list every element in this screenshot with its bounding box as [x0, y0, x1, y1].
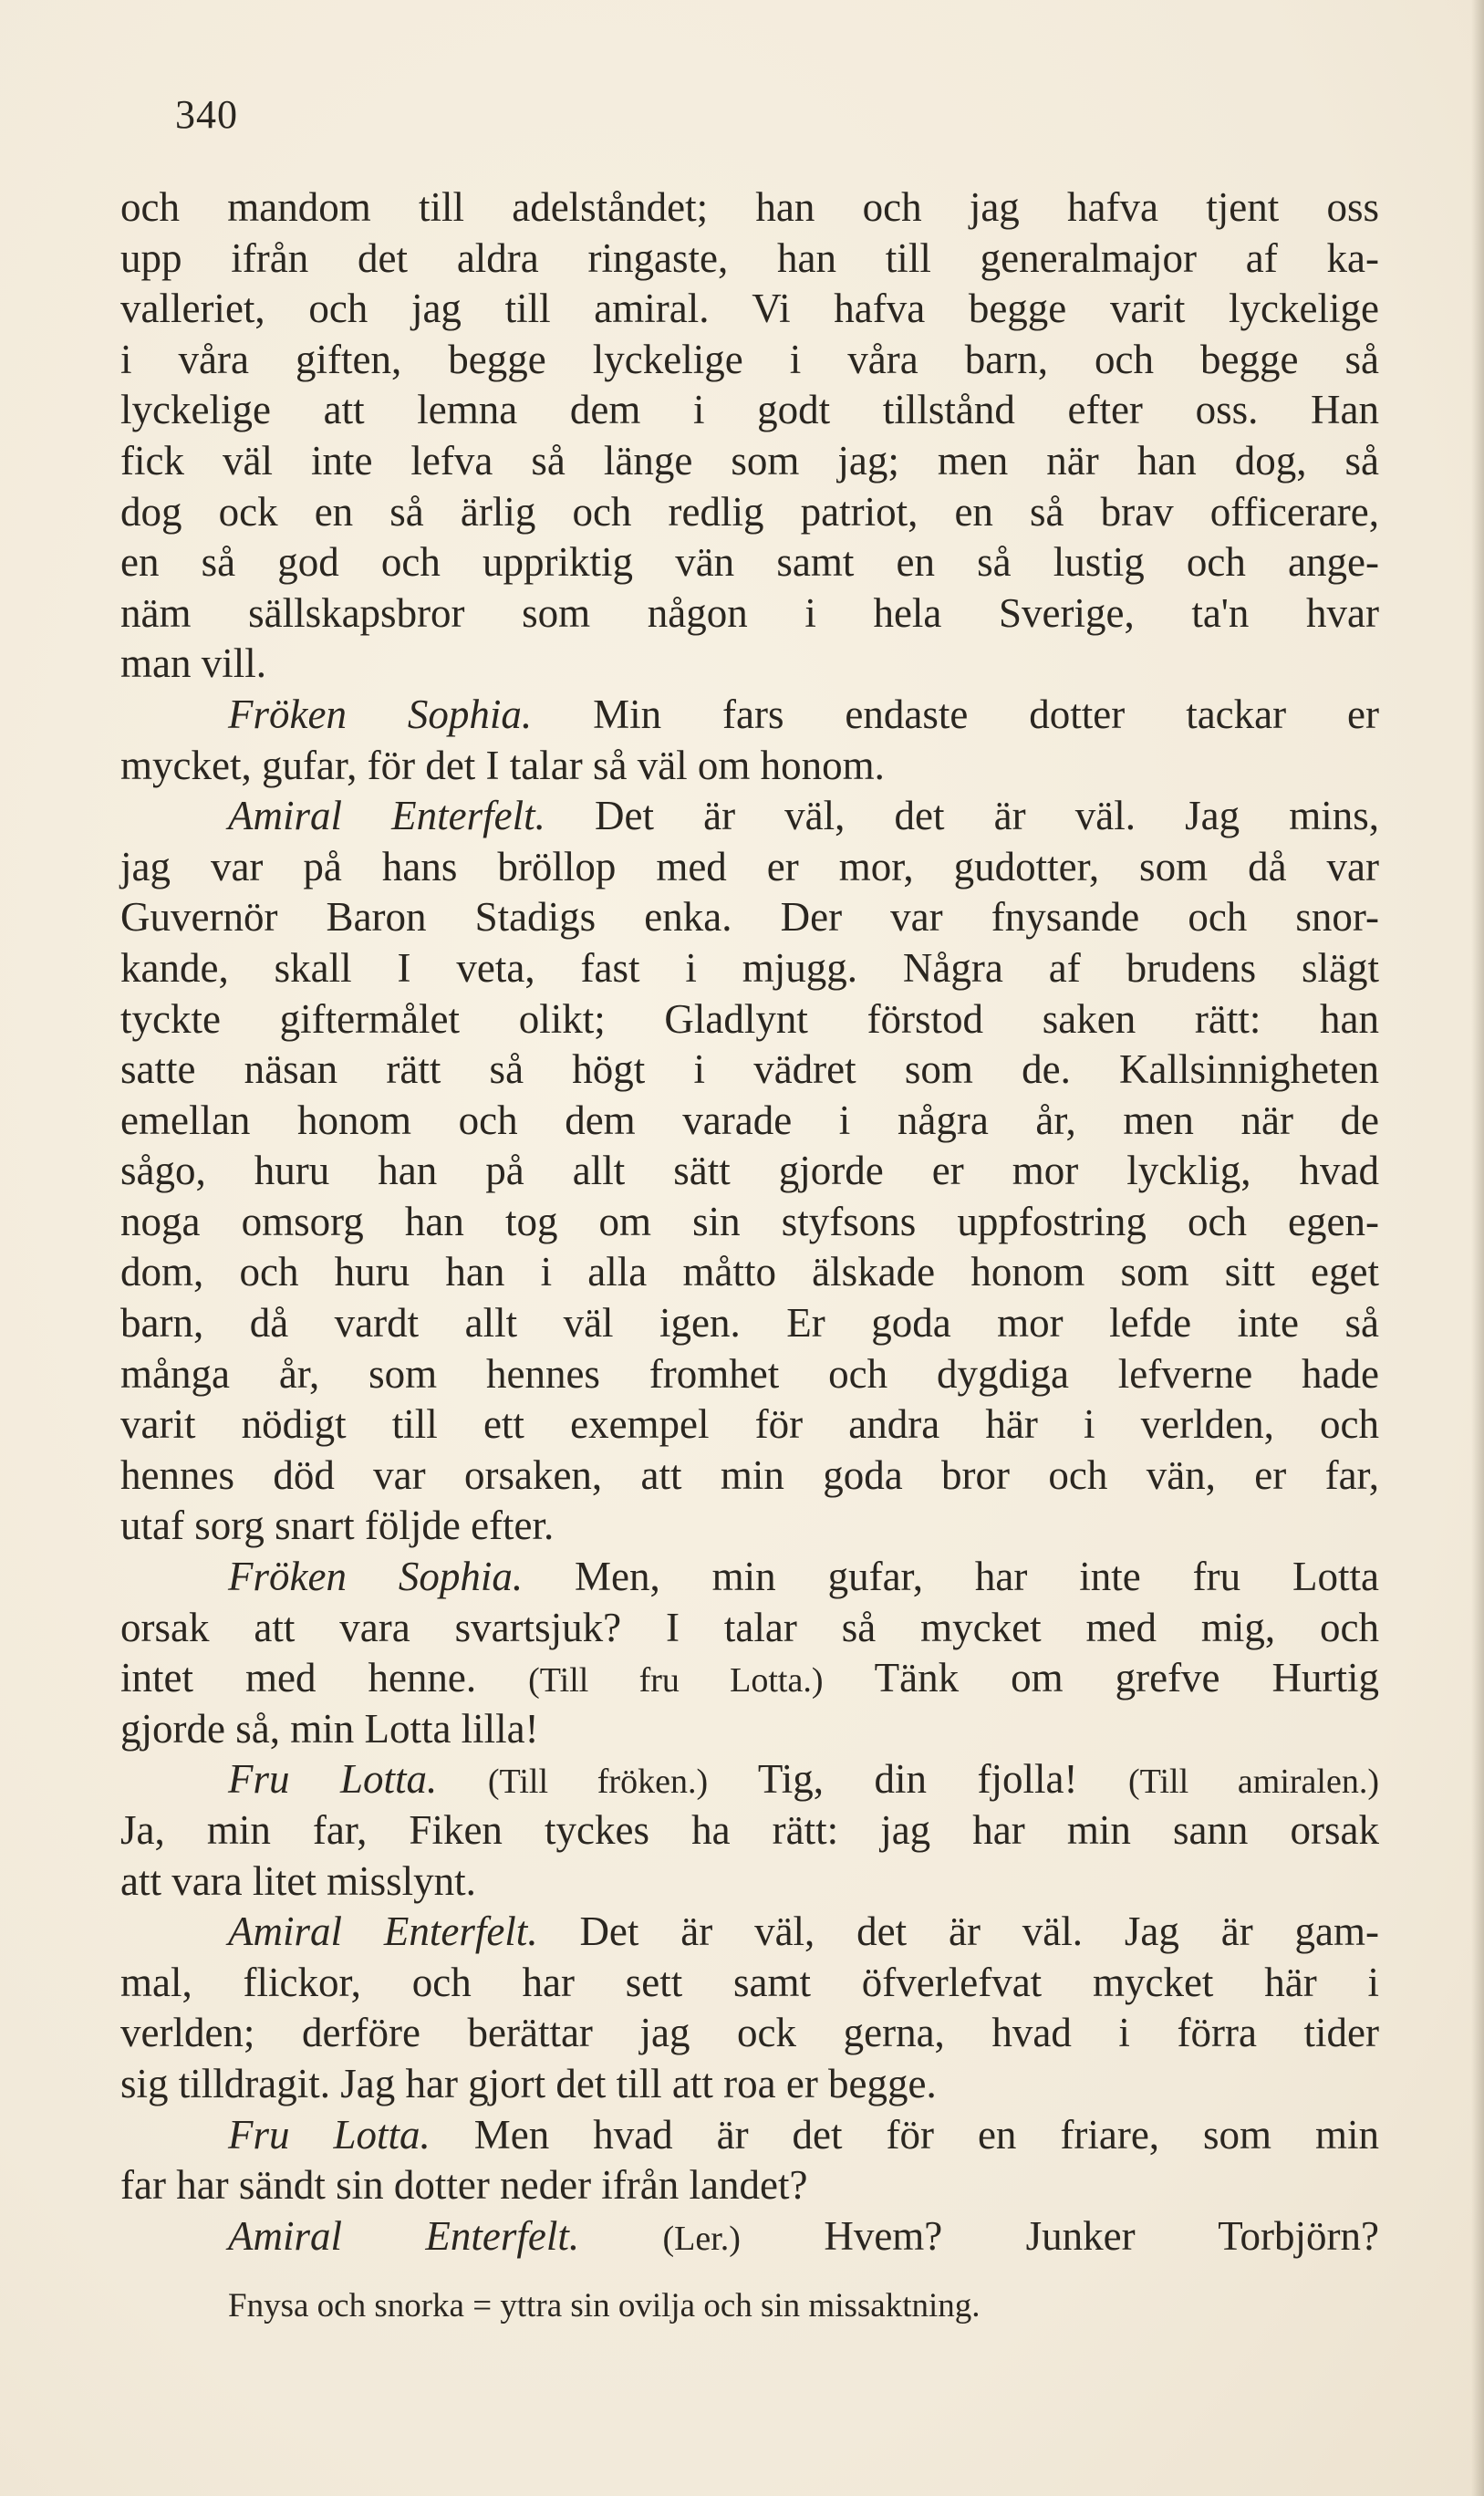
line-text: lyckelige att lemna dem i godt tillstånd efter oss. Han: [120, 387, 1379, 433]
text-line: [120, 994, 1379, 1045]
text-line: [120, 1399, 1379, 1451]
text-line: [120, 842, 1379, 893]
text-line: [120, 639, 1379, 690]
text-line: [120, 892, 1379, 943]
line-text: Tänk om grefve Hurtig: [874, 1655, 1380, 1701]
text-line: [120, 943, 1379, 994]
text-line: [120, 2008, 1379, 2059]
speaker-name: Fröken Sophia.: [228, 1554, 524, 1600]
text-line: [120, 1349, 1379, 1400]
text-line: [120, 182, 1379, 234]
text-line: [120, 2211, 1379, 2262]
footnote: Fnysa och snorka = yttra sin ovilja och sin missaktning.: [228, 2287, 981, 2324]
line-text: Det är väl, det är väl. Jag mins,: [594, 793, 1379, 839]
line-text: Min fars endaste dotter tackar er: [593, 691, 1379, 737]
line-text: verlden; derföre berättar jag ock gerna, hvad i förra tider: [120, 2010, 1379, 2056]
body-text: [120, 182, 1379, 2262]
line-text: barn, då vardt allt väl igen. Er goda mor lefde inte så: [120, 1300, 1379, 1347]
line-text: mal, flickor, och har sett samt öfverlefvat mycket här i: [120, 1959, 1379, 2005]
line-text: sågo, huru han på allt sätt gjorde er mor lycklig, hvad: [120, 1148, 1379, 1194]
line-text: Men, min gufar, har inte fru Lotta: [575, 1554, 1379, 1600]
text-line: [120, 1603, 1379, 1654]
line-text: Men hvad är det för en friare, som min: [473, 2111, 1379, 2158]
speaker-name: Fru Lotta.: [228, 2111, 431, 2158]
page-edge-shadow: [1471, 0, 1484, 2496]
line-text: att vara litet misslynt.: [120, 1857, 476, 1904]
line-text: satte näsan rätt så högt i vädret som de. Kallsinnigheten: [120, 1046, 1379, 1093]
text-line: [120, 1501, 1379, 1552]
line-text: en så god och uppriktig vän samt en så lustig och ange-: [120, 539, 1379, 586]
speaker-name: Fru Lotta.: [228, 1756, 438, 1803]
text-line: [120, 234, 1379, 285]
stage-direction: (Till fröken.): [487, 1763, 709, 1802]
line-text: i våra giften, begge lyckelige i våra barn, och begge så: [120, 336, 1379, 382]
speaker-name: Fröken Sophia.: [228, 691, 533, 737]
line-text: näm sällskapsbror som någon i hela Sverige, ta'n hvar: [120, 589, 1379, 636]
text-line: [120, 1958, 1379, 2009]
text-line: [120, 487, 1379, 538]
stage-direction: (Till amiralen.): [1127, 1763, 1379, 1802]
text-line: [120, 1653, 1379, 1704]
text-line: [120, 436, 1379, 487]
line-text: och mandom till adelståndet; han och jag hafva tjent oss: [120, 184, 1379, 230]
line-text: far har sändt sin dotter neder ifrån landet?: [120, 2162, 808, 2209]
text-line: [120, 537, 1379, 588]
line-text: upp ifrån det aldra ringaste, han till generalmajor af ka-: [120, 234, 1379, 281]
text-line: [120, 335, 1379, 386]
stage-direction: (Ler.): [662, 2219, 741, 2258]
text-line: [120, 1907, 1379, 1958]
line-text: man vill.: [120, 640, 266, 687]
line-text: kande, skall I veta, fast i mjugg. Några af brudens slägt: [120, 944, 1379, 991]
line-text: gjorde så, min Lotta lilla!: [120, 1705, 539, 1752]
speaker-name: Amiral Enterfelt.: [228, 1908, 538, 1955]
line-text: sig tilldragit. Jag har gjort det till att roa er begge.: [120, 2060, 937, 2106]
line-text: hennes död var orsaken, att min goda bror och vän, er far,: [120, 1451, 1379, 1498]
line-text: noga omsorg han tog om sin styfsons uppfostring och egen-: [120, 1198, 1379, 1244]
line-text: dog ock en så ärlig och redlig patriot, en så brav officerare,: [120, 488, 1379, 535]
speaker-name: Amiral Enterfelt.: [228, 2212, 580, 2259]
line-text: mycket, gufar, för det I talar så väl om honom.: [120, 742, 885, 788]
line-text: orsak att vara svartsjuk? I talar så mycket med mig, och: [120, 1604, 1379, 1650]
text-line: [120, 791, 1379, 842]
text-line: [120, 1704, 1379, 1755]
line-text: Guvernör Baron Stadigs enka. Der var fnysande och snor-: [120, 894, 1379, 941]
line-text: Det är väl, det är väl. Jag är gam-: [579, 1908, 1379, 1955]
line-text: jag var på hans bröllop med er mor, gudotter, som då var: [120, 843, 1379, 889]
text-line: [120, 1197, 1379, 1248]
line-text: intet med henne.: [120, 1655, 477, 1701]
line-text: fick väl inte lefva så länge som jag; men när han dog, så: [120, 437, 1379, 484]
line-text: Ja, min far, Fiken tyckes ha rätt: jag har min sann orsak: [120, 1807, 1379, 1853]
text-line: [120, 1096, 1379, 1147]
text-line: [120, 1856, 1379, 1908]
text-line: [120, 1146, 1379, 1197]
line-text: utaf sorg snart följde efter.: [120, 1503, 555, 1549]
line-text: tyckte giftermålet olikt; Gladlynt förstod saken rätt: han: [120, 995, 1379, 1042]
text-line: [120, 1045, 1379, 1096]
line-text: emellan honom och dem varade i några år, men när de: [120, 1097, 1379, 1143]
line-text: valleriet, och jag till amiral. Vi hafva begge varit lyckelige: [120, 286, 1379, 332]
line-text: dom, och huru han i alla måtto älskade honom som sitt eget: [120, 1249, 1379, 1295]
text-line: [120, 385, 1379, 436]
text-line: [120, 1247, 1379, 1298]
text-line: [120, 741, 1379, 792]
text-line: [120, 1754, 1379, 1805]
text-line: [120, 2059, 1379, 2110]
text-line: [120, 588, 1379, 640]
line-text: Hvem? Junker Torbjörn?: [824, 2212, 1379, 2259]
stage-direction: (Till fru Lotta.): [528, 1661, 824, 1700]
page-number: 340: [175, 92, 238, 137]
text-line: [120, 1552, 1379, 1603]
text-line: [120, 690, 1379, 741]
text-line: [120, 1451, 1379, 1502]
speaker-name: Amiral Enterfelt.: [228, 793, 545, 839]
line-text: Tig, din fjolla!: [757, 1756, 1078, 1803]
text-line: [120, 2110, 1379, 2161]
line-text: många år, som hennes fromhet och dygdiga lefverne hade: [120, 1350, 1379, 1397]
line-text: varit nödigt till ett exempel för andra här i verlden, och: [120, 1401, 1379, 1448]
text-line: [120, 1298, 1379, 1349]
text-line: [120, 284, 1379, 335]
text-line: [120, 2160, 1379, 2211]
text-line: [120, 1805, 1379, 1856]
